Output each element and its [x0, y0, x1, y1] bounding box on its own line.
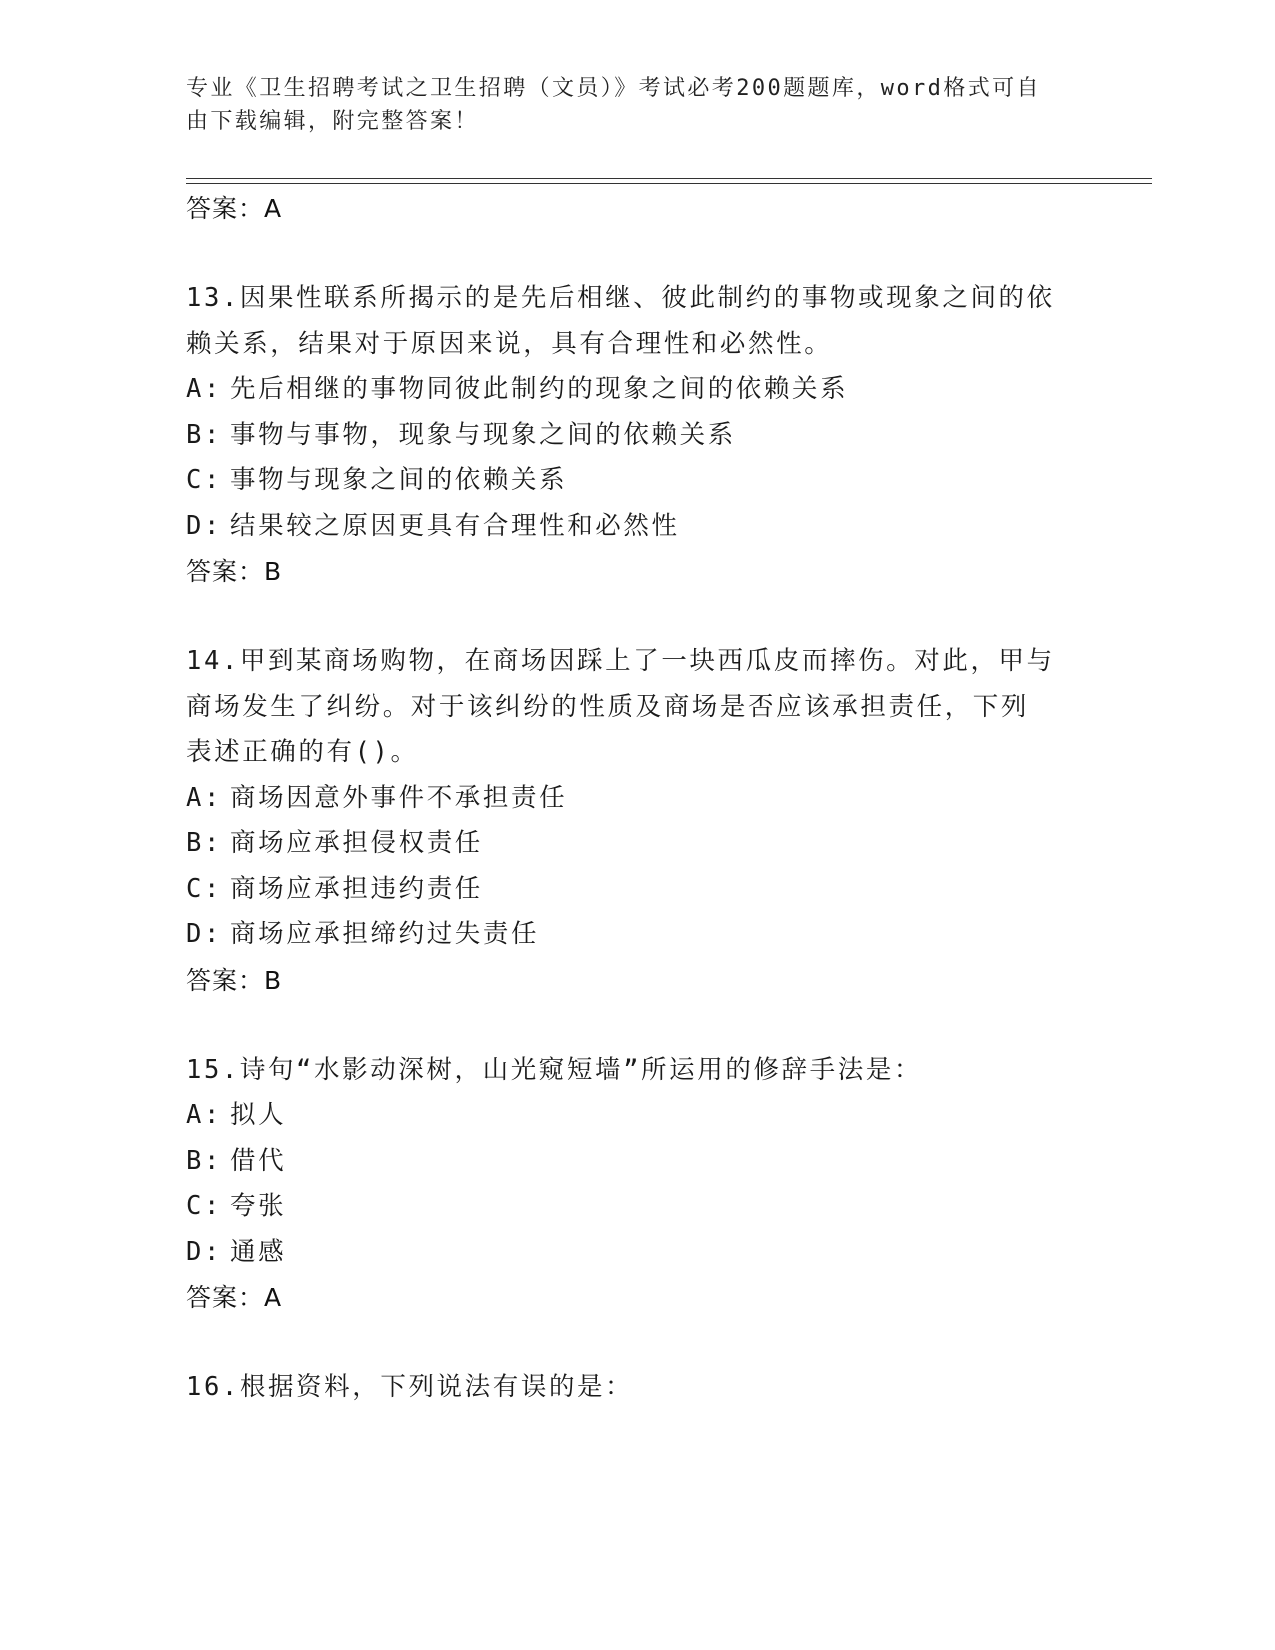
option-d [186, 912, 1086, 958]
spacer [186, 1003, 1086, 1048]
option-letter: D: [186, 919, 222, 949]
option-letter: B: [186, 828, 222, 858]
option-text: 商场应承担缔约过失责任 [230, 919, 540, 949]
option-d [186, 504, 1086, 550]
option-a [186, 1093, 1086, 1139]
option-c [186, 458, 1086, 504]
spacer [186, 231, 1086, 276]
option-text: 商场应承担违约责任 [230, 873, 483, 904]
option-text: 事物与事物，现象与现象之间的依赖关系 [230, 419, 736, 450]
header-divider-bottom [186, 183, 1152, 184]
option-c [186, 867, 1086, 913]
option-c [186, 1184, 1086, 1230]
header-line-1: 专业《卫生招聘考试之卫生招聘（文员）》考试必考200题题库，word格式可自 [186, 76, 1041, 101]
option-letter: C: [186, 465, 222, 495]
question-14 [186, 639, 1086, 1003]
option-text: 夸张 [230, 1191, 287, 1221]
answer-line: 答案：A [186, 1283, 283, 1312]
question-list [186, 186, 1086, 1411]
option-text: 通感 [230, 1236, 287, 1267]
question-16 [186, 1365, 1086, 1411]
answer-line: 答案：A [186, 194, 283, 223]
option-b [186, 1139, 1086, 1185]
question-stem-line: 14.甲到某商场购物，在商场因踩上了一块西瓜皮而摔伤。对此，甲与 [186, 646, 1055, 676]
option-text: 商场因意外事件不承担责任 [230, 782, 568, 813]
answer-line: 答案：B [186, 557, 283, 586]
document-header [186, 72, 1066, 138]
option-letter: A: [186, 374, 222, 404]
option-text: 商场应承担侵权责任 [230, 828, 483, 858]
option-a [186, 367, 1086, 413]
option-letter: D: [186, 510, 222, 541]
option-letter: C: [186, 1191, 222, 1221]
option-letter: B: [186, 1145, 222, 1176]
option-b [186, 413, 1086, 459]
question-stem-line: 商场发生了纠纷。对于该纠纷的性质及商场是否应该承担责任，下列 [186, 691, 1030, 722]
option-text: 借代 [230, 1145, 287, 1176]
spacer [186, 594, 1086, 639]
option-b [186, 821, 1086, 867]
question-13 [186, 276, 1086, 594]
question-stem-line: 16.根据资料，下列说法有误的是： [186, 1372, 634, 1402]
header-line-2: 由下载编辑，附完整答案！ [186, 109, 479, 134]
question-stem-line: 15.诗句“水影动深树，山光窥短墙”所运用的修辞手法是： [186, 1054, 923, 1085]
question-stem-line: 赖关系，结果对于原因来说，具有合理性和必然性。 [186, 328, 833, 359]
option-letter: A: [186, 782, 222, 813]
option-text: 先后相继的事物同彼此制约的现象之间的依赖关系 [230, 374, 849, 404]
option-letter: B: [186, 419, 222, 450]
header-divider-top [186, 178, 1152, 179]
option-text: 拟人 [230, 1100, 287, 1130]
answer-line: 答案：B [186, 965, 283, 995]
option-a [186, 776, 1086, 822]
spacer [186, 1320, 1086, 1365]
option-text: 结果较之原因更具有合理性和必然性 [230, 510, 680, 541]
option-letter: A: [186, 1100, 222, 1130]
option-letter: D: [186, 1236, 222, 1267]
option-letter: C: [186, 873, 222, 904]
question-stem-line: 表述正确的有()。 [186, 737, 419, 767]
option-text: 事物与现象之间的依赖关系 [230, 465, 568, 495]
question-stem-line: 13.因果性联系所揭示的是先后相继、彼此制约的事物或现象之间的依 [186, 283, 1055, 313]
option-d [186, 1230, 1086, 1276]
question-15 [186, 1048, 1086, 1321]
